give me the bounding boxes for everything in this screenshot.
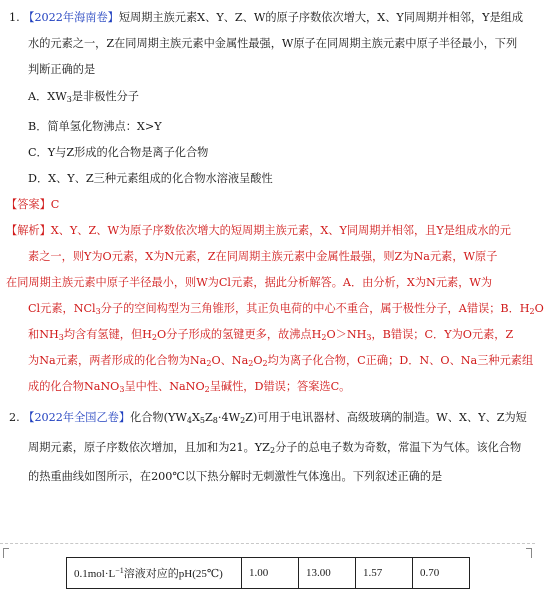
q1-option-c: C．Y与Z形成的化合物是离子化合物 xyxy=(28,146,209,159)
ph-value-cell: 13.00 xyxy=(299,558,356,589)
analysis-line-3: 在同周期主族元素中原子半径最小，则W为Cl元素，据此分析解答。A．由分析，X为N元素，W为 xyxy=(6,276,493,289)
analysis-line-2: 素之一，则Y为O元素，X为N元素，Z在同周期主族元素中金属性最强，则Z为Na元素，W原子 xyxy=(28,250,498,263)
analysis-line-6: 为Na元素，两者形成的化合物为$Na_2O$、$Na_2O_2$均为离子化合物，C正确；D．N、O、Na三种元素组 xyxy=(28,354,534,368)
analysis-line-1: 【解析】X、Y、Z、W为原子序数依次增大的短周期主族元素，X、Y同周期并相邻，且Y是组成水的元 xyxy=(6,224,511,237)
answer-label: 【答案】 xyxy=(6,198,51,211)
q1-stem-line-1: 1. 【2022年海南卷】短周期主族元素X、Y、Z、W的原子序数依次增大，X、Y同周期并相邻，Y是组成 xyxy=(9,11,524,24)
ph-value-cell: 1.00 xyxy=(242,558,299,589)
q2-stem-line-2: 周期元素，原子序数依次增加，且加和为21。$YZ_2$分子的总电子数为奇数，常温下为气体。该化合物 xyxy=(28,441,522,455)
q1-option-a: A．$XW_3$是非极性分子 xyxy=(28,90,139,104)
q1-stem-line-2: 水的元素之一，Z在同周期主族元素中金属性最强，W原子在同周期主族元素中原子半径最小，下列 xyxy=(28,37,518,50)
q1-stem-line-3: 判断正确的是 xyxy=(28,63,96,76)
q1-source-tag: 【2022年海南卷】 xyxy=(23,11,119,24)
answer-value: C xyxy=(50,198,60,211)
analysis-line-5: 和$NH_3$均含有氢键，但$H_2O$分子形成的氢键更多，故沸点$H_2O>NH_3$，B错误；C．Y为O元素，Z xyxy=(28,328,514,342)
crop-mark-right xyxy=(526,548,532,558)
q1-answer xyxy=(6,198,59,212)
ph-value-cell: 1.57 xyxy=(356,558,413,589)
analysis-line-4: Cl元素，NCl$_3$分子的空间构型为三角锥形，其正负电荷的中心不重合，属于极性分子，A错误；B．$H_2O$ xyxy=(28,302,544,316)
q1-option-b: B．简单氢化物沸点：X>Y xyxy=(28,120,162,133)
q1-number: 1. xyxy=(9,11,20,24)
crop-mark-left xyxy=(3,548,9,558)
q2-source-tag: 【2022年全国乙卷】 xyxy=(23,411,131,424)
q2-number: 2. xyxy=(9,411,20,424)
analysis-label: 【解析】 xyxy=(6,224,51,237)
q1-option-d: D．X、Y、Z三种元素组成的化合物水溶液呈酸性 xyxy=(28,172,273,185)
ph-table-header-cell: $0.1mol\cdot L^{-1}$溶液对应的pH(25℃) xyxy=(67,558,242,589)
page-break-divider xyxy=(0,543,535,544)
analysis-line-7: 成的化合物NaNO$_3$呈中性、NaNO$_2$呈碱性，D错误；答案选C。 xyxy=(28,380,351,394)
table-row xyxy=(67,558,470,589)
q2-stem-line-1: 2. 【2022年全国乙卷】化合物$(YW_4X_5Z_8\cdot 4W_2Z)$可用于电讯器材、高级玻璃的制造。W、X、Y、Z为短 xyxy=(9,411,527,425)
ph-table xyxy=(66,557,470,589)
q2-stem-line-3: 的热重曲线如图所示，在200℃以下热分解时无刺激性气体逸出。下列叙述正确的是 xyxy=(28,470,443,483)
ph-value-cell: 0.70 xyxy=(413,558,470,589)
